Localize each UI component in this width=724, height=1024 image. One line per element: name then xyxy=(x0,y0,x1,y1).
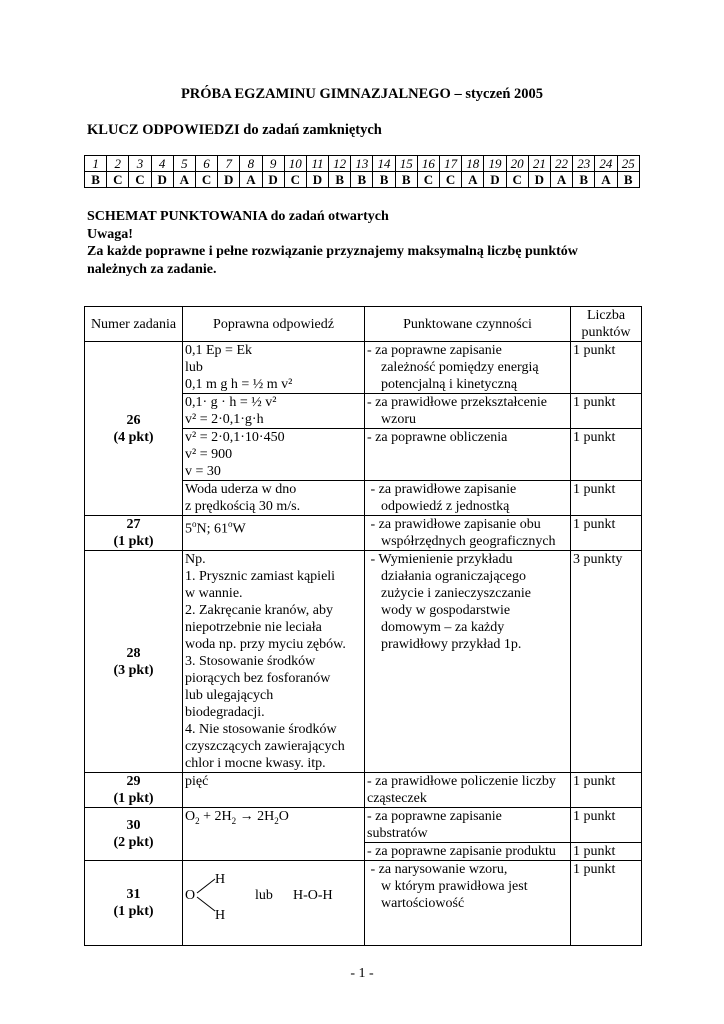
answer-key-number: 24 xyxy=(595,156,617,172)
answer-key-answer: C xyxy=(506,172,528,188)
formula-subscript: 2 xyxy=(274,815,279,826)
answer-cell xyxy=(183,808,365,861)
table-header-row xyxy=(85,307,642,342)
answer-cell xyxy=(183,516,365,551)
answer-key-answer: C xyxy=(284,172,306,188)
activity-line: zależność pomiędzy energią xyxy=(381,360,539,375)
answer-line: chlor i mocne kwasy. itp. xyxy=(185,756,326,771)
answer-key-number: 23 xyxy=(573,156,595,172)
answer-key-answer: C xyxy=(195,172,217,188)
answer-key-number: 15 xyxy=(395,156,417,172)
answer-key-number: 11 xyxy=(306,156,328,172)
answer-key-number: 14 xyxy=(373,156,395,172)
answer-key-number: 21 xyxy=(528,156,550,172)
activity-cell xyxy=(365,861,571,946)
answer-key-number: 1 xyxy=(85,156,107,172)
activity-line: wartościowość xyxy=(381,896,465,911)
header-activities: Punktowane czynności xyxy=(365,307,571,342)
points-cell: 1 punkt xyxy=(571,394,642,429)
answer-key-answer: D xyxy=(528,172,550,188)
answer-key-answer: A xyxy=(173,172,195,188)
answer-cell xyxy=(183,429,365,481)
activity-line: - Wymienienie przykładu xyxy=(367,552,513,567)
activity-cell xyxy=(365,394,571,429)
answer-key-answer: C xyxy=(417,172,439,188)
or-label: lub xyxy=(255,888,273,903)
task-number: 28 xyxy=(126,645,141,661)
answer-key-answer: D xyxy=(262,172,284,188)
answer-line: 1. Prysznic zamiast kąpieli xyxy=(185,569,336,584)
answer-line: 0,1· g · h = ½ v² xyxy=(185,395,277,410)
activity-line: - za poprawne zapisanie xyxy=(367,809,502,824)
points-cell: 1 punkt xyxy=(571,773,642,808)
formula-subscript: 2 xyxy=(195,815,200,826)
activity-line: - za prawidłowe zapisanie xyxy=(367,482,517,497)
answer-key-answer: D xyxy=(484,172,506,188)
answer-key-number: 10 xyxy=(284,156,306,172)
table-row xyxy=(85,861,642,946)
answer-key-number: 20 xyxy=(506,156,528,172)
header-points-line: punktów xyxy=(581,325,631,340)
header-task: Numer zadania xyxy=(85,307,183,342)
answer-key-number: 3 xyxy=(129,156,151,172)
table-row xyxy=(85,516,642,551)
answer-key-answers-row xyxy=(85,172,640,188)
task-number: 30 xyxy=(126,818,141,833)
formula-subscript: 2 xyxy=(231,815,237,826)
answer-line: w wannie. xyxy=(185,586,243,601)
task-points: (1 pkt) xyxy=(113,904,154,919)
activity-cell xyxy=(365,481,571,516)
activity-line: cząsteczek xyxy=(367,791,427,806)
answer-key-number: 25 xyxy=(617,156,640,172)
formula-text: O xyxy=(278,809,289,824)
table-row xyxy=(85,551,642,773)
activity-line: - za narysowanie wzoru, xyxy=(367,862,508,877)
answer-line: v² = 2·0,1·10·450 xyxy=(185,430,285,445)
formula-text: + 2H xyxy=(199,809,232,824)
activity-cell xyxy=(365,342,571,394)
activity-line: - za poprawne zapisanie xyxy=(367,343,502,358)
activity-cell: - za poprawne zapisanie produktu xyxy=(365,843,571,861)
answer-key-number: 5 xyxy=(173,156,195,172)
answer-line: 0,1 Ep = Ek xyxy=(185,343,252,358)
task-26-cell xyxy=(85,342,183,516)
answer-key-answer: B xyxy=(395,172,417,188)
activity-line: domowym – za każdy xyxy=(381,620,505,635)
activity-line: działania ograniczającego xyxy=(381,569,526,584)
task-points: (3 pkt) xyxy=(113,662,154,678)
answer-cell xyxy=(183,481,365,516)
answer-key-answer: C xyxy=(440,172,462,188)
answer-line: lub xyxy=(185,360,203,375)
answer-key-number: 16 xyxy=(417,156,439,172)
answer-line: czyszczących zawierających xyxy=(185,739,345,754)
points-cell: 1 punkt xyxy=(571,516,642,551)
water-structure-drawing xyxy=(185,861,362,931)
answer-key-numbers-row xyxy=(85,156,640,172)
task-number: 27 xyxy=(126,517,141,532)
activity-line: - za prawidłowe policzenie liczby xyxy=(367,774,556,789)
answer-line: v² = 2·0,1·g·h xyxy=(185,412,264,427)
answer-key-answer: D xyxy=(151,172,173,188)
answer-line: biodegradacji. xyxy=(185,705,265,720)
answer-line: 4. Nie stosowanie środków xyxy=(185,722,337,737)
activity-line: współrzędnych geograficznych xyxy=(381,534,556,549)
task-29-cell xyxy=(85,773,183,808)
task-points: (4 pkt) xyxy=(113,429,154,445)
activity-cell xyxy=(365,773,571,808)
answer-line: Woda uderza w dno xyxy=(185,482,297,497)
answer-key-answer: A xyxy=(595,172,617,188)
activity-cell xyxy=(365,551,571,773)
answer-text: N; 61 xyxy=(196,521,228,537)
activity-line: zużycie i zanieczyszczanie xyxy=(381,586,532,601)
answer-cell xyxy=(183,861,365,946)
answer-line: niepotrzebnie nie leciała xyxy=(185,620,322,635)
header-points-line: Liczba xyxy=(586,308,626,323)
key-heading: KLUCZ ODPOWIEDZI do zadań zamkniętych xyxy=(87,122,382,138)
schema-note-line: Za każde poprawne i pełne rozwiązanie przyznajemy maksymalną liczbę punktów xyxy=(87,244,578,259)
answer-line: piorących bez fosforanów xyxy=(185,671,331,686)
oxygen-atom: O xyxy=(185,888,196,903)
activity-line: wody w gospodarstwie xyxy=(381,603,511,618)
hydrogen-atom: H xyxy=(215,908,226,923)
answer-key-answer: A xyxy=(240,172,262,188)
points-cell: 1 punkt xyxy=(571,861,642,946)
degree-sign: o xyxy=(192,519,197,529)
answer-cell xyxy=(183,551,365,773)
table-row xyxy=(85,342,642,394)
answer-line: 2. Zakręcanie kranów, aby xyxy=(185,603,333,618)
activity-line: prawidłowy przykład 1p. xyxy=(381,637,522,652)
answer-line: woda np. przy myciu zębów. xyxy=(185,637,346,652)
task-points: (1 pkt) xyxy=(113,534,154,549)
task-number: 29 xyxy=(126,774,141,789)
answer-key-number: 8 xyxy=(240,156,262,172)
answer-key-number: 6 xyxy=(195,156,217,172)
header-points xyxy=(571,307,642,342)
answer-key-answer: B xyxy=(573,172,595,188)
activity-line: substratów xyxy=(367,826,428,841)
answer-key-answer: B xyxy=(351,172,373,188)
header-answer: Poprawna odpowiedź xyxy=(183,307,365,342)
table-row xyxy=(85,808,642,843)
answer-key-answer: D xyxy=(306,172,328,188)
answer-key-number: 19 xyxy=(484,156,506,172)
answer-key-answer: B xyxy=(373,172,395,188)
task-number: 31 xyxy=(126,887,141,902)
answer-line: v² = 900 xyxy=(185,447,233,462)
answer-key-number: 17 xyxy=(440,156,462,172)
points-cell: 1 punkt xyxy=(571,808,642,843)
activity-cell: - za poprawne obliczenia xyxy=(365,429,571,481)
task-27-cell xyxy=(85,516,183,551)
answer-key-answer: A xyxy=(550,172,572,188)
answer-line: 3. Stosowanie środków xyxy=(185,654,316,669)
schema-note-line: należnych za zadanie. xyxy=(87,261,217,277)
task-number: 26 xyxy=(126,412,141,428)
activity-line: wzoru xyxy=(381,412,416,427)
answer-key-number: 9 xyxy=(262,156,284,172)
answer-key-answer: C xyxy=(129,172,151,188)
answer-cell xyxy=(183,394,365,429)
task-points: (1 pkt) xyxy=(113,791,154,806)
activity-cell xyxy=(365,516,571,551)
answer-text: 5 xyxy=(185,521,192,537)
answer-key-answer: B xyxy=(85,172,107,188)
points-cell: 1 punkt xyxy=(571,342,642,394)
hydrogen-atom: H xyxy=(215,872,226,887)
answer-key-number: 22 xyxy=(550,156,572,172)
activity-line: - za prawidłowe przekształcenie xyxy=(367,395,547,410)
page-number: - 1 - xyxy=(350,966,374,981)
answer-cell: pięć xyxy=(183,773,365,808)
table-row xyxy=(85,773,642,808)
points-cell: 1 punkt xyxy=(571,429,642,481)
answer-text: W xyxy=(232,521,246,537)
answer-key-answer: A xyxy=(462,172,484,188)
task-31-cell xyxy=(85,861,183,946)
answer-cell xyxy=(183,342,365,394)
activity-line: odpowiedź z jednostką xyxy=(381,499,510,514)
schema-heading: SCHEMAT PUNKTOWANIA do zadań otwartych xyxy=(87,209,389,224)
bond-lines xyxy=(195,875,219,915)
answer-key-table xyxy=(84,155,640,188)
task-30-cell xyxy=(85,808,183,861)
activity-cell xyxy=(365,808,571,843)
points-cell: 3 punkty xyxy=(571,551,642,773)
scoring-table xyxy=(84,306,642,946)
formula-text: → 2H xyxy=(236,809,275,824)
answer-line: 0,1 m g h = ½ m v² xyxy=(185,377,293,392)
activity-line: potencjalną i kinetyczną xyxy=(381,377,518,392)
answer-key-number: 4 xyxy=(151,156,173,172)
linear-formula: H-O-H xyxy=(293,888,333,903)
schema-note-label: Uwaga! xyxy=(87,226,133,242)
answer-key-answer: C xyxy=(107,172,129,188)
answer-line: lub ulegających xyxy=(185,688,274,703)
activity-line: w którym prawidłowa jest xyxy=(381,879,528,894)
task-28-cell xyxy=(85,551,183,773)
task-points: (2 pkt) xyxy=(113,835,154,850)
answer-key-number: 13 xyxy=(351,156,373,172)
answer-key-answer: B xyxy=(329,172,351,188)
scoring-schema-section xyxy=(87,208,647,278)
points-cell: 1 punkt xyxy=(571,481,642,516)
answer-line: Np. xyxy=(185,552,206,567)
degree-sign: o xyxy=(228,519,233,529)
answer-line: v = 30 xyxy=(185,464,221,479)
points-cell: 1 punkt xyxy=(571,843,642,861)
answer-key-number: 7 xyxy=(218,156,240,172)
answer-key-number: 18 xyxy=(462,156,484,172)
activity-line: - za prawidłowe zapisanie obu xyxy=(367,517,541,532)
answer-line: z prędkością 30 m/s. xyxy=(185,499,301,514)
answer-key-answer: B xyxy=(617,172,640,188)
answer-key-number: 2 xyxy=(107,156,129,172)
page-title: PRÓBA EGZAMINU GIMNAZJALNEGO – styczeń 2005 xyxy=(180,86,544,102)
answer-key-number: 12 xyxy=(329,156,351,172)
formula-text: O xyxy=(185,809,196,824)
answer-key-answer: D xyxy=(218,172,240,188)
